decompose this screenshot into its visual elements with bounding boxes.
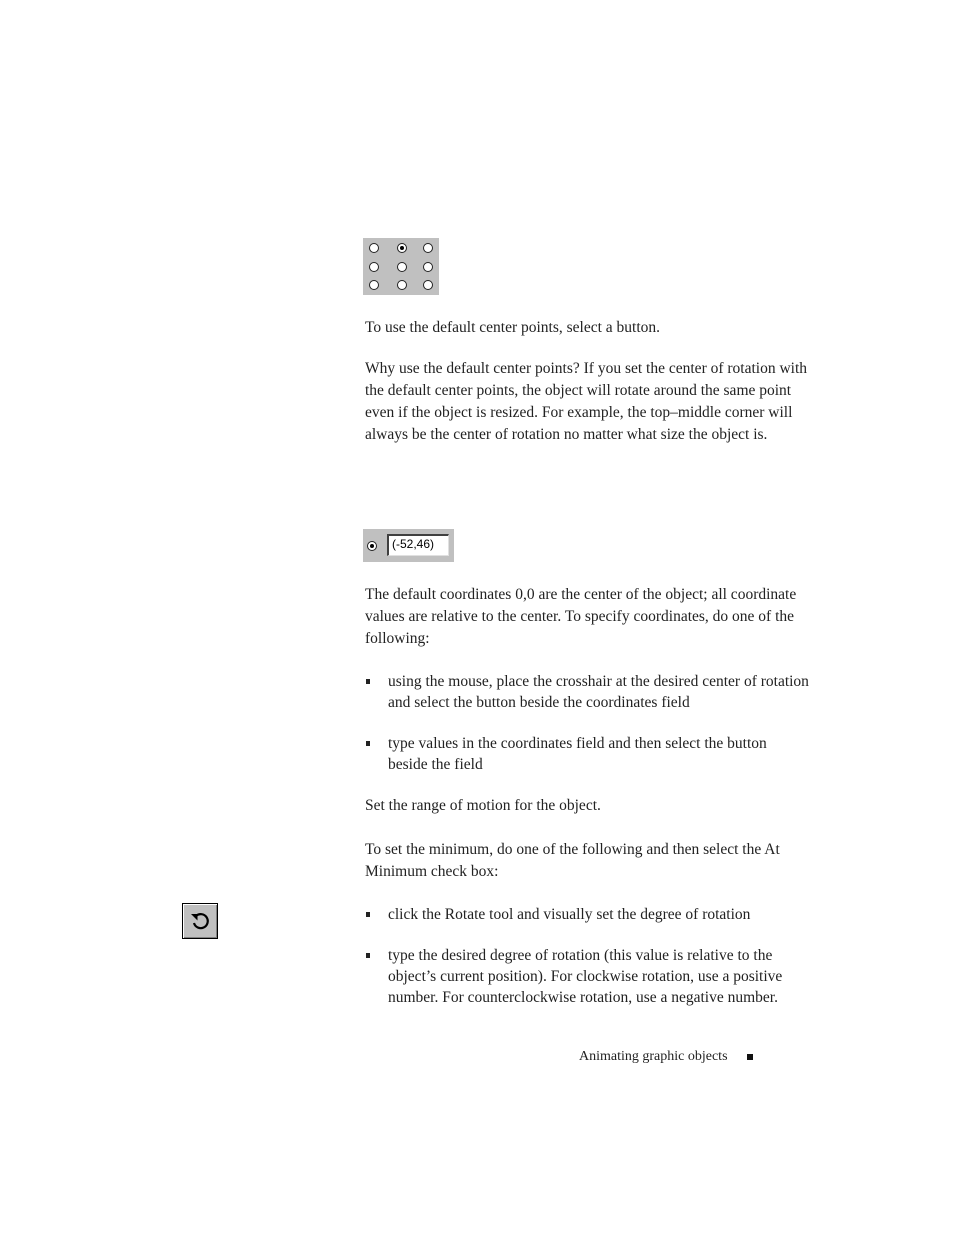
list-item — [365, 945, 810, 1008]
list-item-text: type the desired degree of rotation (this value is relative to the object’s current position). For clockwise rotation, use a positive number. For counterclockwise rotation, use a negative number. — [388, 947, 783, 1006]
bullet-marker — [366, 741, 370, 746]
paragraph-default-center-points: To use the default center points, select a button. — [365, 319, 661, 336]
paragraph-why-default-points: Why use the default center points? If you set the center of rotation with the default center points, the object will rotate around the same point even if the object is resized. For example, the top–middle corner will always be the center of rotation no matter what size the object is. — [365, 360, 808, 443]
bullet-marker — [366, 679, 370, 684]
center-point-radio-middle-right[interactable] — [423, 262, 433, 272]
bullet-marker — [366, 912, 370, 917]
center-point-radio-top-left[interactable] — [369, 243, 379, 253]
center-points-radio-grid — [363, 238, 439, 295]
paragraph-default-coordinates: The default coordinates 0,0 are the center of the object; all coordinate values are relative to the center. To specify coordinates, do one of the following: — [365, 586, 797, 647]
center-point-radio-bottom-middle[interactable] — [397, 280, 407, 290]
paragraph-range-of-motion: Set the range of motion for the object. — [365, 797, 601, 814]
list-item-text: using the mouse, place the crosshair at the desired center of rotation and select the button beside the coordinates field — [388, 673, 809, 711]
coordinates-radio-button[interactable] — [367, 541, 377, 551]
rotate-tool-button[interactable] — [182, 903, 218, 939]
footer-section-title: Animating graphic objects — [579, 1049, 728, 1064]
list-item — [365, 733, 810, 775]
center-point-radio-top-middle[interactable] — [397, 243, 407, 253]
footer-marker — [747, 1054, 753, 1060]
list-item-text: type values in the coordinates field and then select the button beside the field — [388, 735, 767, 773]
paragraph-set-minimum: To set the minimum, do one of the following and then select the At Minimum check box: — [365, 841, 780, 880]
coordinates-widget — [363, 529, 454, 562]
center-point-radio-center[interactable] — [397, 262, 407, 272]
list-item — [365, 671, 810, 713]
center-point-radio-middle-left[interactable] — [369, 262, 379, 272]
list-item-text: click the Rotate tool and visually set the degree of rotation — [388, 906, 751, 923]
list-item — [365, 904, 810, 925]
coordinates-field[interactable]: (-52,46) — [387, 534, 449, 556]
center-point-radio-bottom-right[interactable] — [423, 280, 433, 290]
center-point-radio-top-right[interactable] — [423, 243, 433, 253]
center-point-radio-bottom-left[interactable] — [369, 280, 379, 290]
rotate-icon — [189, 910, 211, 932]
bullet-marker — [366, 953, 370, 958]
